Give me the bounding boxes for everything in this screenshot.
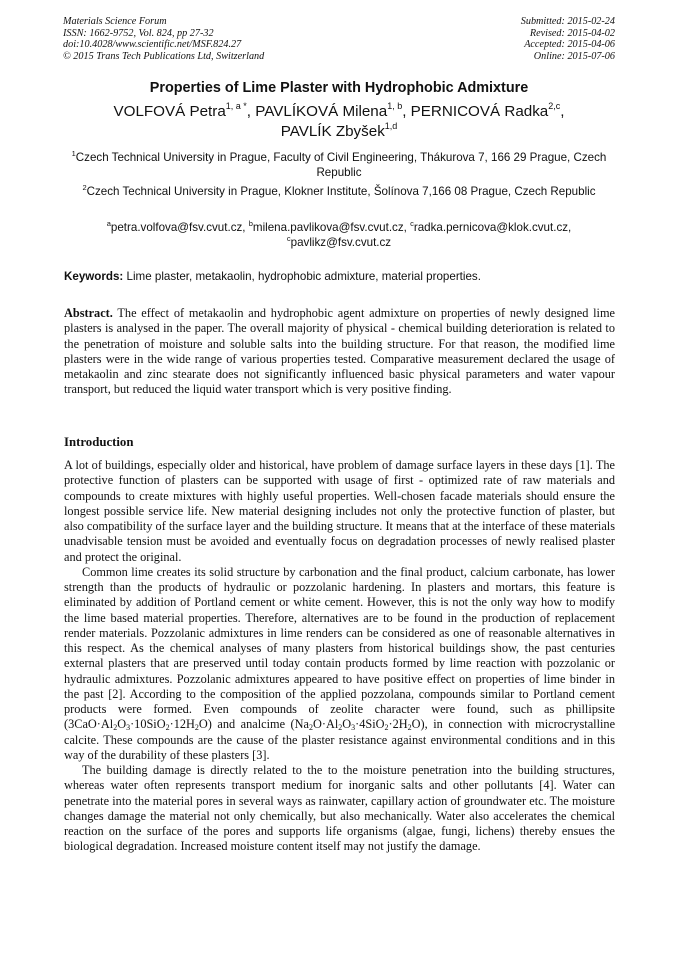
- accepted-date: Accepted: 2015-04-06: [524, 39, 615, 51]
- revised-date: Revised: 2015-04-02: [529, 27, 615, 39]
- paragraph: The building damage is directly related to the to the moisture penetration into the building structures, whereas water often represents transport medium for inorganic salts and other pollutants [4]. Water can penetrate into the material pores in several ways as rainwater, capillary action of groundwater etc. The moisture changes damage the material not only chemically, but also mechanically. Water also accelerates the chemical reaction on the surface of the pores and supports life organisms (algae, fungi, lichens) thereby ensues the biological degradation. Increased moisture content itself may not justify the damage.: [64, 763, 615, 854]
- keywords-text: Lime plaster, metakaolin, hydrophobic admixture, material properties.: [126, 270, 481, 283]
- paper-title: Properties of Lime Plaster with Hydrophobic Admixture: [149, 80, 529, 96]
- author-name: PAVLÍK Zbyšek: [280, 123, 385, 140]
- email-link[interactable]: petra.volfova@fsv.cvut.cz: [110, 221, 243, 234]
- issn: ISSN: 1662-9752, Vol. 824, pp 27-32: [63, 27, 214, 39]
- doi[interactable]: doi:10.4028/www.scientific.net/MSF.824.27: [63, 39, 242, 51]
- abstract-label: Abstract.: [64, 306, 113, 320]
- keywords: [64, 269, 614, 284]
- author-name: VOLFOVÁ Petra: [113, 103, 226, 120]
- email-mark: c: [410, 219, 414, 228]
- author-affil-mark: 1, a *: [225, 101, 247, 111]
- paragraph-text: and analcime: [217, 717, 286, 732]
- affiliation-text: Czech Technical University in Prague, Faculty of Civil Engineering, Thákurova 7, 166 29 Prague, Czech Republic: [75, 151, 607, 180]
- journal-info: [63, 16, 264, 62]
- publication-dates: [521, 16, 615, 62]
- email-mark: b: [248, 219, 253, 228]
- affiliation-text: Czech Technical University in Prague, Klokner Institute, Šolínova 7,166 08 Prague, Czech Republic: [86, 185, 596, 198]
- affiliation-2: [64, 184, 614, 199]
- paragraph-text: in connection with microcrystalline calcite. These compounds are the cause of the plaster resistance against environmental conditions and in this way of the durability of these plasters [3].: [64, 717, 616, 762]
- keywords-label: Keywords:: [64, 270, 124, 283]
- chemical-formula: $(3CaO\cdot Al_2O_3\cdot 10SiO_2\cdot 12H_2O)$: [64, 717, 212, 733]
- affiliation-mark: 1: [71, 149, 76, 158]
- author-name: PAVLÍKOVÁ Milena: [255, 103, 388, 120]
- copyright: © 2015 Trans Tech Publications Ltd, Switzerland: [63, 50, 265, 62]
- online-date: Online: 2015-07-06: [533, 50, 615, 62]
- paragraph-text: Common lime creates its solid structure by carbonation and the final product, calcium carbonate, has lower strength than the products of hydraulic or pozzolanic hardening. In plasters and mortars, this feature is eliminated by addition of Portland cement or white cement. However, this is not the only way how to modify the lime based material properties. Therefore, alternatives are to be found in the production of replacement render materials. Pozzolanic admixtures in lime renders can be considered as one of reasonable alternatives in this respect. As the chemical analyses of many plasters from historical buildings show, the past centuries external plasters that are preserved until today contain products formed by lime reaction with pozzolanic or hydraulic admixtures. Pozzolanic admixtures appeared to have positive effect on properties of lime binder in the past [2]. According to the composition of the applied pozzolana, compounds similar to Portland cement products were formed. Even compounds of zeolite character were found, such as phillipsite: [64, 564, 615, 716]
- submitted-date: Submitted: 2015-02-24: [520, 16, 615, 27]
- introduction-heading: Introduction: [64, 435, 134, 449]
- email-mark: a: [106, 219, 111, 228]
- author-list: VOLFOVÁ Petra$^{1, a *}$, PAVLÍKOVÁ Milena$^{1, b}$, PERNICOVÁ Radka$^{2,c}$, PAVLÍK Zbyšek$^{1,d}$: [113, 101, 565, 140]
- journal-name: Materials Science Forum: [63, 16, 167, 27]
- abstract-text: The effect of metakaolin and hydrophobic agent admixture on properties of newly designed lime plasters is analysed in the paper. The overall majority of physical - chemical building deterioration is related to the penetration of moisture and soluble salts into the building structure. For that reason, the modified lime plasters were in the wide range of various properties tested. Comparative measurement declared the usage of metakaolin and zinc stearate does not significantly influenced basic physical parameters and water vapour transport, but reduced the liquid water transport which is very positive finding.: [64, 306, 615, 397]
- chemical-formula: $(Na_2O\cdot Al_2O_3\cdot 4SiO_2\cdot 2H_2O)$,: [290, 717, 428, 733]
- paragraph: A lot of buildings, especially older and historical, have problem of damage surface layers in these days [1]. The protective function of plasters can be supported with usage of first - optimized rate of raw materials and compounds to create mixtures with highly useful properties. Well-chosen facade materials should ensure the longest possible service life. New material designing includes not only the protective function of plaster, but also compatibility of the surface layer and the building structure. It means that at the interface of these materials unadvisable tension must be avoided and eventually focus on degradation processes of newly realised plaster and protect the original.: [64, 458, 615, 564]
- affiliation-mark: 2: [82, 183, 87, 192]
- author-affil-mark: 2,c: [548, 101, 561, 111]
- email-link[interactable]: radka.pernicova@klok.cvut.cz: [413, 221, 569, 234]
- email-list: $^a$petra.volfova@fsv.cvut.cz, $^b$milena.pavlikova@fsv.cvut.cz, $^c$radka.pernicova@klok.cvut.cz, $^c$pavlikz@fsv.cvut.cz: [106, 219, 572, 250]
- paragraph: [64, 565, 615, 763]
- author-affil-mark: 1,d: [384, 121, 398, 131]
- email-mark: c: [286, 234, 291, 244]
- abstract: [64, 306, 615, 398]
- affiliation-1: [64, 150, 614, 181]
- email-link[interactable]: milena.pavlikova@fsv.cvut.cz: [252, 221, 404, 234]
- email-link[interactable]: pavlikz@fsv.cvut.cz: [290, 236, 392, 250]
- author-affil-mark: 1, b: [387, 101, 403, 111]
- author-name: PERNICOVÁ Radka: [410, 103, 549, 120]
- introduction-body: [64, 458, 615, 855]
